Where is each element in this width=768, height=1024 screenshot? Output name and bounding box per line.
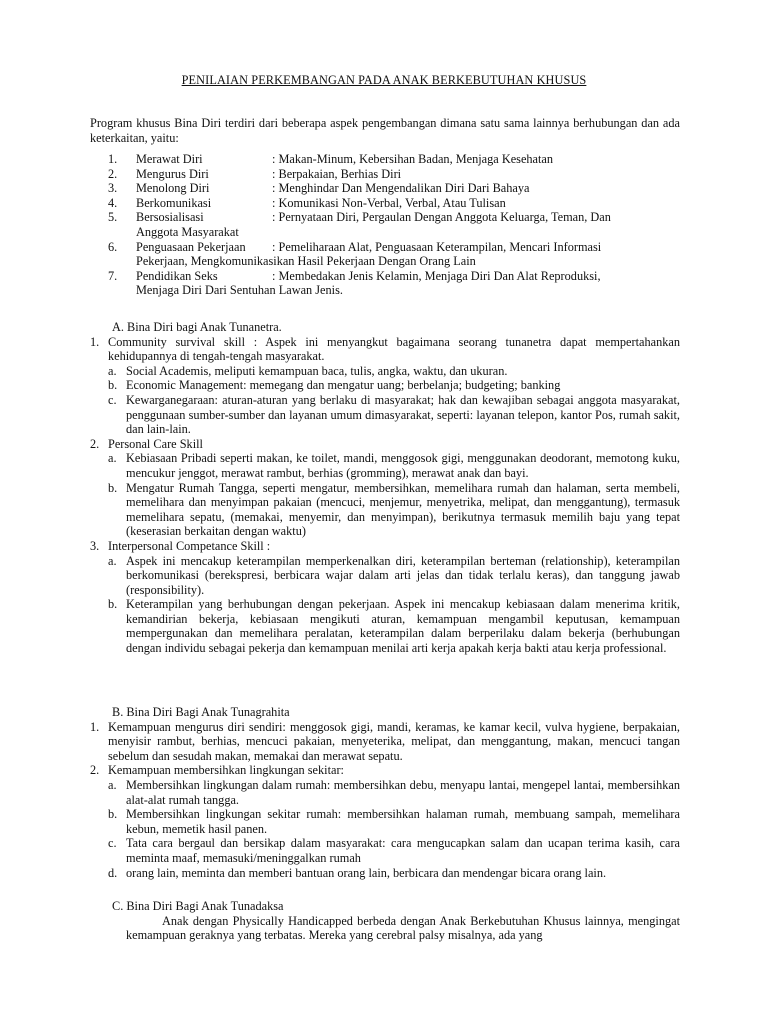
aspect-item: 6. Penguasaan Pekerjaan : Pemeliharaan Alat, Penguasaan Keterampilan, Mencari Informasi bbox=[108, 240, 680, 255]
aspect-description: : Menghindar Dan Mengendalikan Diri Dari Bahaya bbox=[272, 181, 530, 196]
aspects-list bbox=[108, 152, 680, 298]
sub-list-item: a. Social Academis, meliputi kemampuan baca, tulis, angka, waktu, dan ukuran. bbox=[108, 363, 508, 378]
list-item: 1. Community survival skill : Aspek ini menyangkut bagaimana seorang tunanetra dapat mempertahankan kehidupannya di tengah-tengah masyarakat. bbox=[90, 334, 680, 364]
section-heading: A. Bina Diri bagi Anak Tunanetra. bbox=[112, 320, 282, 334]
aspect-continuation: Anggota Masyarakat bbox=[136, 224, 239, 239]
aspect-item: 1. Merawat Diri : Makan-Minum, Kebersihan Badan, Menjaga Kesehatan bbox=[108, 152, 680, 167]
sub-list-item: b. Mengatur Rumah Tangga, seperti mengatur, membersihkan, memelihara rumah dan halaman, serta membeli, memelihara dan menyimpan pakaian (mencuci, menjemur, menyetrika, melipat, dan menggantung), termasuk memelihara sepatu, (memakai, menyemir, dan menyimpan), berikutnya termasuk memilih baju yang tepat (keserasian berkaitan dengan waktu) bbox=[108, 480, 680, 539]
aspect-continuation: Menjaga Diri Dari Sentuhan Lawan Jenis. bbox=[136, 283, 343, 298]
page-title: PENILAIAN PERKEMBANGAN PADA ANAK BERKEBUTUHAN KHUSUS bbox=[181, 73, 587, 87]
list-item: 2. Personal Care Skill bbox=[90, 436, 203, 451]
sub-list-item: b. Membersihkan lingkungan sekitar rumah: membersihkan halaman rumah, membuang sampah, memelihara kebun, memetik hasil panen. bbox=[108, 807, 680, 836]
intro-paragraph: Program khusus Bina Diri terdiri dari beberapa aspek pengembangan dimana satu sama lainnya berhubungan dan ada keterkaitan, yaitu: bbox=[90, 116, 680, 145]
aspect-name: Menolong Diri bbox=[136, 181, 210, 196]
aspect-description: : Pernyataan Diri, Pergaulan Dengan Anggota Keluarga, Teman, Dan bbox=[272, 210, 611, 225]
aspect-description: : Pemeliharaan Alat, Penguasaan Keterampilan, Mencari Informasi bbox=[272, 239, 602, 254]
sub-list-item: d. orang lain, meminta dan memberi bantuan orang lain, berbicara dan mendengar bicara orang lain. bbox=[108, 865, 607, 880]
sub-list-item: a. Membersihkan lingkungan dalam rumah: membersihkan debu, menyapu lantai, mengepel lantai, membersihkan alat-alat rumah tangga. bbox=[108, 777, 680, 807]
aspect-name: Merawat Diri bbox=[136, 152, 203, 166]
aspect-item: 4. Berkomunikasi : Komunikasi Non-Verbal, Verbal, Atau Tulisan bbox=[108, 196, 680, 211]
aspect-item: 3. Menolong Diri : Menghindar Dan Mengendalikan Diri Dari Bahaya bbox=[108, 181, 680, 196]
sub-list-item: a. Aspek ini mencakup keterampilan memperkenalkan diri, keterampilan berteman (relationship), keterampilan berkomunikasi (berekspresi, berbicara wajar dalam arti jelas dan tidak terlalu keras), dan tanggung jawab (responsibility). bbox=[108, 553, 680, 597]
aspect-name: Penguasaan Pekerjaan bbox=[136, 239, 246, 254]
section-c bbox=[90, 899, 680, 943]
section-b bbox=[90, 705, 680, 880]
aspect-name: Mengurus Diri bbox=[136, 166, 209, 181]
sub-list-item: b. Economic Management: memegang dan mengatur uang; berbelanja; budgeting; banking bbox=[108, 378, 561, 393]
aspect-description: : Berpakaian, Berhias Diri bbox=[272, 166, 402, 181]
list-item: 1. Kemampuan mengurus diri sendiri: menggosok gigi, mandi, keramas, ke kamar kecil, vulva hygiene, berpakaian, menyisir rambut, berhias, mencuci pakaian, menyeterika, melipat, dan menggantung, makan, mencuci tangan sebelum dan sesudah makan, memakai dan merawat sepatu. bbox=[90, 719, 680, 763]
sub-list-item: a. Kebiasaan Pribadi seperti makan, ke toilet, mandi, menggosok gigi, menggunakan deodorant, memotong kuku, mencukur jenggot, merawat rambut, berhias (gromming), merawat anak dan bayi. bbox=[108, 451, 680, 480]
aspect-item: 7. Pendidikan Seks : Membedakan Jenis Kelamin, Menjaga Diri Dan Alat Reproduksi, bbox=[108, 269, 680, 284]
list-item: 2. Kemampuan membersihkan lingkungan sekitar: bbox=[90, 763, 344, 778]
aspect-name: Bersosialisasi bbox=[136, 210, 204, 225]
sub-list-item: c. Tata cara bergaul dan bersikap dalam masyarakat: cara mengucapkan salam dan ucapan terima kasih, cara meminta maaf, memasuki/meninggalkan rumah bbox=[108, 836, 680, 865]
aspect-description: : Makan-Minum, Kebersihan Badan, Menjaga Kesehatan bbox=[272, 152, 554, 166]
aspect-item: 2. Mengurus Diri : Berpakaian, Berhias Diri bbox=[108, 167, 680, 182]
sub-list-item: b. Keterampilan yang berhubungan dengan pekerjaan. Aspek ini mencakup kebiasaan dalam menerima kritik, kemandirian bekerja, kebiasaan mengikuti aturan, kemampuan mengambil keputusan, kemampuan mempergunakan dan memelihara peralatan, keterampilan dalam berperilaku dalam bekerja (berhubungan dengan individu sebagai pekerja dan kemampuan menilai arti kerja apakah kerja bakti atau kerja professional. bbox=[108, 597, 680, 656]
list-item: 3. Interpersonal Competance Skill : bbox=[90, 538, 271, 553]
aspect-item: 5. Bersosialisasi : Pernyataan Diri, Pergaulan Dengan Anggota Keluarga, Teman, Dan bbox=[108, 210, 680, 225]
section-a bbox=[90, 320, 680, 656]
section-heading: B. Bina Diri Bagi Anak Tunagrahita bbox=[112, 705, 290, 719]
aspect-description: : Membedakan Jenis Kelamin, Menjaga Diri Dan Alat Reproduksi, bbox=[272, 268, 601, 283]
section-heading: C. Bina Diri Bagi Anak Tunadaksa bbox=[112, 899, 284, 913]
aspect-name: Berkomunikasi bbox=[136, 195, 212, 210]
aspect-name: Pendidikan Seks bbox=[136, 268, 218, 283]
section-paragraph: Anak dengan Physically Handicapped berbeda dengan Anak Berkebutuhan Khusus lainnya, mengingat kemampuan geraknya yang terbatas. Mereka yang cerebral palsy misalnya, ada yang bbox=[126, 913, 680, 943]
aspect-continuation: Pekerjaan, Mengkomunikasikan Hasil Pekerjaan Dengan Orang Lain bbox=[136, 254, 476, 269]
sub-list-item: c. Kewarganegaraan: aturan-aturan yang berlaku di masyarakat; hak dan kewajiban sebagai anggota masyarakat, penggunaan sumber-sumber dan layanan umum dimasyarakat, seperti: layanan telepon, kantor Pos, rumah sakit, dan lain-lain. bbox=[108, 392, 680, 437]
aspect-description: : Komunikasi Non-Verbal, Verbal, Atau Tulisan bbox=[272, 195, 506, 210]
